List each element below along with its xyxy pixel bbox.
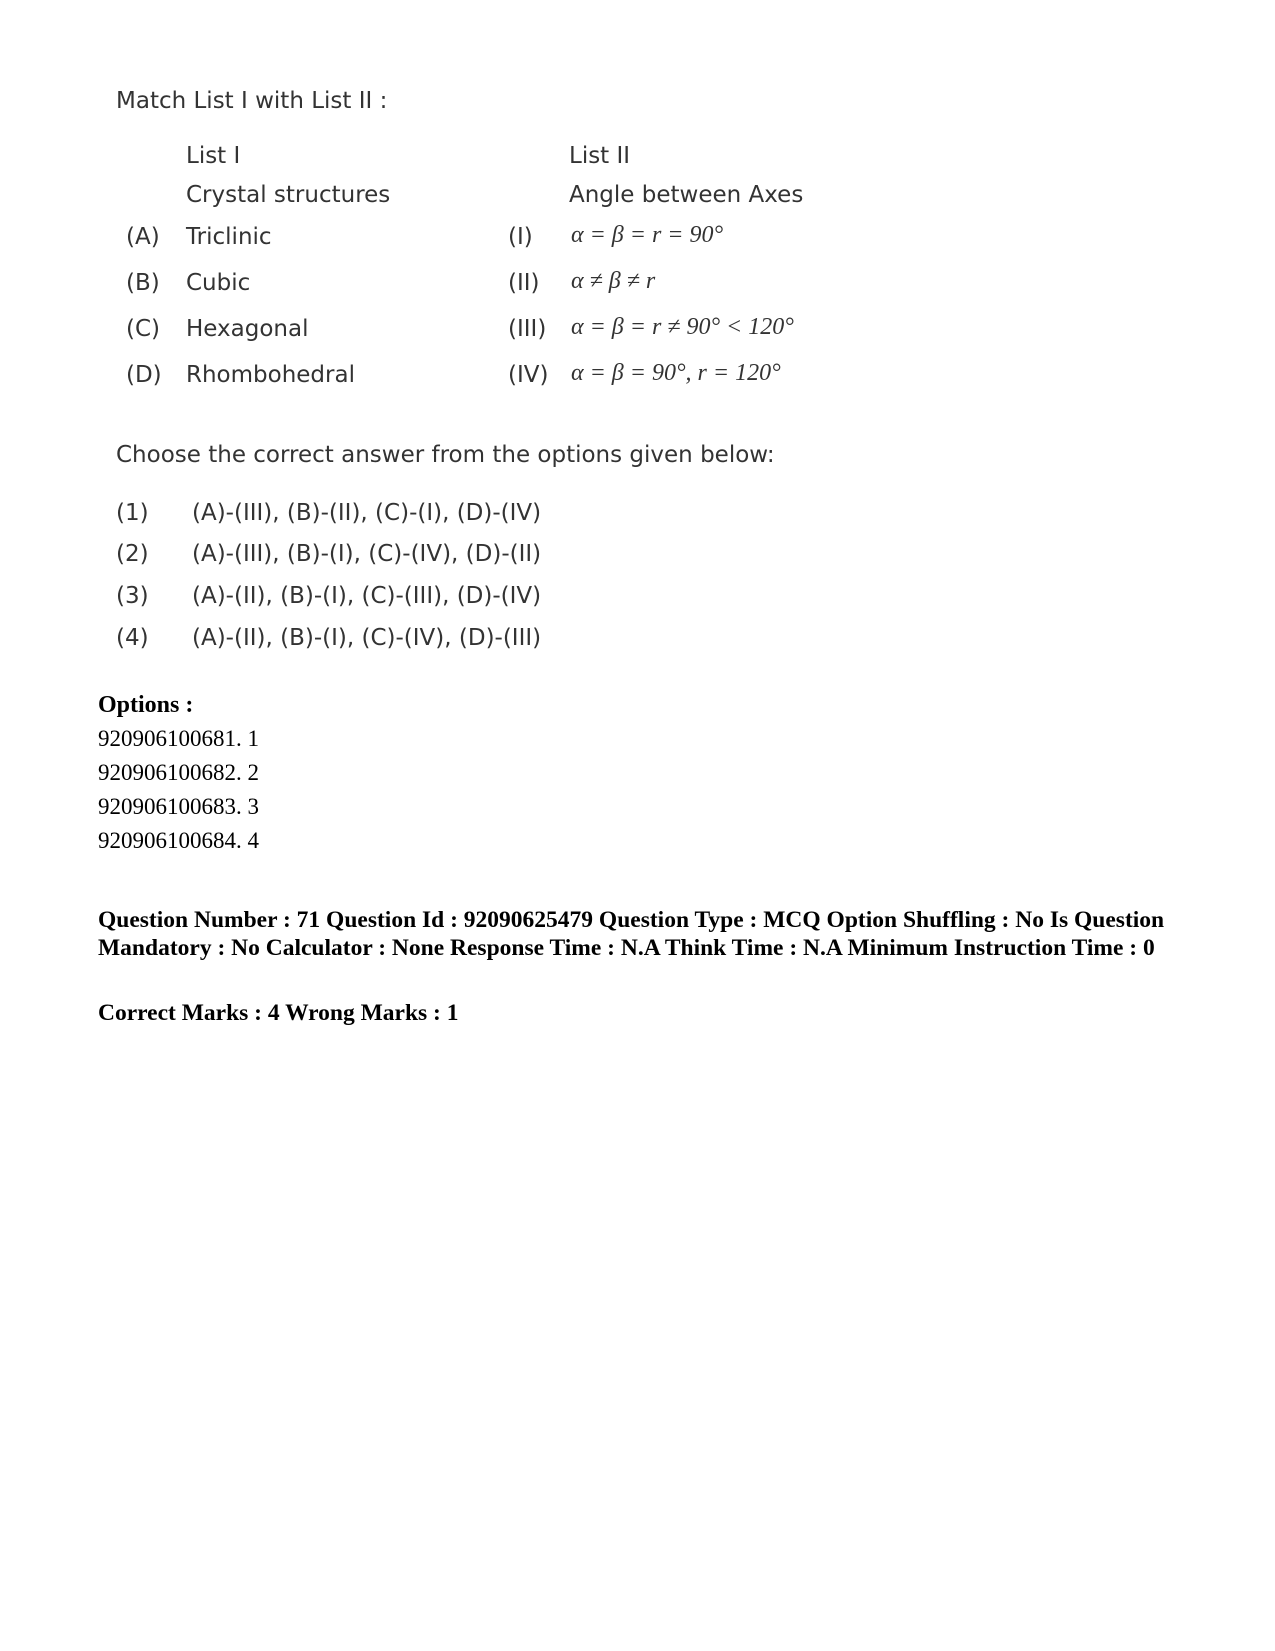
option-id: 920906100683. 3 (98, 794, 259, 819)
list2-subheader: Angle between Axes (569, 182, 804, 208)
list1-item-text: Hexagonal (186, 316, 309, 342)
list2-header: List II (569, 143, 631, 169)
list2-item-angle: α ≠ β ≠ r (571, 268, 656, 294)
option-id: 920906100681. 1 (98, 726, 259, 751)
list2-item-angle: α = β = 90°, r = 120° (571, 360, 781, 386)
list1-item-label: (B) (126, 270, 160, 296)
list2-item-angle: α = β = r ≠ 90° < 120° (571, 314, 794, 340)
choice-text: (A)-(II), (B)-(I), (C)-(IV), (D)-(III) (192, 625, 542, 651)
question-intro: Match List I with List II : (116, 88, 388, 114)
option-id: 920906100682. 2 (98, 760, 259, 785)
list1-item-label: (A) (126, 224, 160, 250)
list1-subheader: Crystal structures (186, 182, 391, 208)
list2-item-label: (I) (508, 224, 533, 250)
choice-number: (1) (116, 500, 149, 526)
option-id: 920906100684. 4 (98, 828, 259, 853)
list1-item-label: (D) (126, 362, 162, 388)
choice-text: (A)-(III), (B)-(II), (C)-(I), (D)-(IV) (192, 500, 542, 526)
list1-item-text: Triclinic (186, 224, 272, 250)
options-heading: Options : (98, 692, 194, 718)
list1-item-text: Rhombohedral (186, 362, 355, 388)
choice-text: (A)-(II), (B)-(I), (C)-(III), (D)-(IV) (192, 583, 542, 609)
list2-item-label: (III) (508, 316, 547, 342)
choice-number: (3) (116, 583, 149, 609)
list1-item-label: (C) (126, 316, 161, 342)
choice-text: (A)-(III), (B)-(I), (C)-(IV), (D)-(II) (192, 541, 542, 567)
choice-number: (2) (116, 541, 149, 567)
question-marks: Correct Marks : 4 Wrong Marks : 1 (98, 1000, 459, 1026)
choice-number: (4) (116, 625, 149, 651)
list2-item-label: (II) (508, 270, 540, 296)
list2-item-angle: α = β = r = 90° (571, 222, 724, 248)
choose-instruction: Choose the correct answer from the options given below: (116, 442, 775, 468)
list1-header: List I (186, 143, 241, 169)
question-metadata: Question Number : 71 Question Id : 92090625479 Question Type : MCQ Option Shuffling : No Is Question Mandatory : No Calculator : None Response Time : N.A Think Time : N.A Minimum Instruction Time : 0 (98, 907, 1165, 961)
list1-item-text: Cubic (186, 270, 251, 296)
list2-item-label: (IV) (508, 362, 549, 388)
